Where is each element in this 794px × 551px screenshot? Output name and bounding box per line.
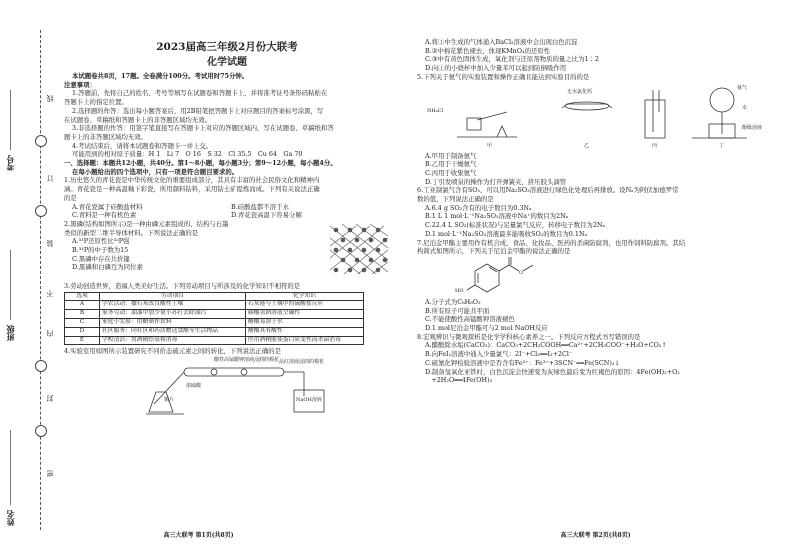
q3-table <box>64 292 364 346</box>
label-bing: 丙 <box>652 142 658 149</box>
exam-number-blank <box>10 90 11 150</box>
q1-option-a: A.青花瓷属于硅酸盐材料 <box>72 202 143 211</box>
q6-stem: 数的值，下列说法正确的是 <box>417 195 494 204</box>
label-cacl2: 无水氯化钙 <box>567 88 593 95</box>
notice-line: 在试题卷、草稿纸和答题卡上的非答题区域均无效。 <box>64 115 211 124</box>
table-cell: C <box>65 319 100 328</box>
binding-line <box>40 30 41 530</box>
table-row <box>65 336 364 345</box>
q1-stem: 1.历史悠久的青花瓷是中华传统文化的重要组成部分，其具有丰富的社会民俗文化和精神内 <box>64 176 320 185</box>
notice-line: 1.答题前，先将自己的姓名、考号等填写在试题卷和答题卡上，并将准考证号条形码粘贴在 <box>72 89 328 98</box>
notice-line: 2.选择题的作答：选出每小题答案后，用2B铅笔把答题卡上对应题目的答案标号涂黑，写 <box>72 106 324 115</box>
q3-header-knowledge: 化学知识 <box>245 292 363 301</box>
exam-subtitle: 化学试题 <box>207 57 247 68</box>
table-cell: B <box>65 310 100 319</box>
ammonia-apparatus-drawing <box>417 82 785 142</box>
q8-option-d-cont: +2H₂O══4Fe(OH)₃ <box>425 376 493 385</box>
section-1-instruction: 在每小题给出的四个选项中，只有一项是符合题目要求的。 <box>72 167 239 176</box>
table-cell: 家务劳动：油漆中加少量小苏打去除油污 <box>100 310 246 319</box>
q4-option-b: B.②中棉花紫色褪去，体现KMnO₄的还原性 <box>425 46 551 55</box>
table-cell: 碳酸氢钠溶液呈碱性 <box>245 310 363 319</box>
label-fuchsin-cotton: 品红溶液浸润的棉花 <box>279 359 325 366</box>
q8-option-c: C.硫氰化钾检验溶液中是否含有Fe³⁺：Fe³⁺+3SCN⁻══Fe(SCN)₃↓ <box>425 358 620 367</box>
label-water: 水 <box>742 104 748 111</box>
q2-option-c: C.黑磷中存在共价键 <box>72 254 130 263</box>
q2-option-b: B.³¹P的中子数为15 <box>72 246 129 255</box>
label-naoh-solution: NaOH溶液 <box>296 397 322 404</box>
table-cell: 石灰能与土壤中的硫酸盐反应 <box>245 301 363 310</box>
apparatus-drawing <box>144 356 344 416</box>
label-ammonia: 氨气 <box>737 84 748 91</box>
black-phosphorus-structure-figure <box>326 220 392 278</box>
binding-circle <box>35 425 47 437</box>
q2-block <box>64 220 390 282</box>
atomic-mass-line: 可能用到的相对原子质量：H 1 Li 7 O 16 S 32 Cl 35.5 Cu 64 Ga 70 <box>72 150 303 159</box>
page-2-footer: 高三大联考 第2页(共8页) <box>560 532 631 539</box>
table-cell: 社区服务：向社区和药店赠送食醋等生活物品 <box>100 327 246 336</box>
q3-stem: 3.劳动创造世界，造福人类美好生活。下列劳动项目与所涉及的化学知识不相符的是 <box>64 281 301 290</box>
label-copper: 铜片 <box>164 397 175 404</box>
q3-header-labor: 劳动项目 <box>100 292 246 301</box>
notice-line: 答题卡上的指定位置。 <box>64 98 128 107</box>
q4-apparatus-figure <box>64 356 390 418</box>
mark-bind: 装 <box>46 240 54 247</box>
notice-title: 注意事项： <box>64 80 96 89</box>
q5-apparatus-figure <box>417 82 785 152</box>
q1-stem: 涵。青花瓷是一种高温釉下彩瓷，所用颜料钴料，采用钴土矿提炼而成。下列有关说法正确 <box>64 185 320 194</box>
table-cell: 医用酒精能使蛋白质变性而杀菌消毒 <box>245 336 363 345</box>
notice-line: 题卡上的非答题区域均无效。 <box>64 132 148 141</box>
q7-stem: 构简式如图所示，下列关于尼泊金甲酯的说法正确的是 <box>417 247 571 256</box>
notice-line: 4.考试结束后，请将本试题卷和答题卡一并上交。 <box>72 141 213 150</box>
q6-option-b: B.1 L 1 mol·L⁻¹Na₂SO₃溶液中Na⁺的数目为2Nₐ <box>425 212 569 221</box>
table-cell: A <box>65 301 100 310</box>
q7-structure-figure <box>417 256 785 298</box>
page-1-footer: 高三大联考 第1页(共8页) <box>163 532 234 539</box>
label-conc-sulfuric-acid: 浓硫酸 <box>186 383 202 390</box>
q4-option-d: D.向①的小烧杯中加入少量苯可以起到防倒吸作用 <box>425 64 567 73</box>
q2-stem: 类似的新型二维半导体材料。下列说法正确的是 <box>64 228 199 237</box>
q4-option-a: A.将①中生成的气体通入BaCl₂溶液中会出现白色沉淀 <box>425 38 578 46</box>
label-yi: 乙 <box>584 142 590 149</box>
q5-option-d: D.丁引发喷泉的操作为打开弹簧夹，挤压胶头滴管 <box>425 177 567 186</box>
q7-option-d: D.1 mol尼泊金甲酯可与2 mol NaOH反应 <box>425 324 548 333</box>
q4-stem: 4.实验室用如图所示装置研究不同价态硫元素之间的转化，下列说法正确的是 <box>64 347 281 356</box>
class-blank <box>10 250 11 320</box>
mark-seal: 封 <box>46 395 54 402</box>
q6-option-d: D.1 mol·L⁻¹Na₂SO₃溶液最多能吸收SO₂的数目为0.1Nₐ <box>425 229 588 238</box>
label-class: 班级 <box>5 325 15 341</box>
page-2-content <box>417 38 785 385</box>
methylparaben-structure <box>457 256 547 298</box>
table-cell: D <box>65 327 100 336</box>
q1-option-d: D.青花瓷高温下容易分解 <box>231 211 302 220</box>
section-1-heading: 一、选择题：本题共12小题，共40分。第1～8小题，每小题3分；第9～12小题，每小题4分。 <box>64 159 337 168</box>
q6-stem: 6.工业制氯气含有SO₂，可以用Na₂SO₃溶液进行绿色化处理后再排放。设Nₐ为阿伏加德罗常 <box>417 186 679 195</box>
q8-option-d: D.制备氢氧化亚铁时，白色沉淀会快速变为灰绿色最后变为红褐色的原因：4Fe(OH)₂+O₂ <box>425 367 680 376</box>
q5-stem: 5.下列关于氨气的实验装置和操作正确且能达到实验目的的是 <box>417 72 590 81</box>
svg-text:O: O <box>519 269 524 276</box>
table-row <box>65 301 364 310</box>
label-phenolphthalein: 酚酞溶液 <box>742 124 763 131</box>
q1-options <box>64 211 390 220</box>
table-row <box>65 310 364 319</box>
q8-stem: 8.宏观辨识与微观探析是化学学科核心素养之一。下列反应方程式书写错误的是 <box>417 332 641 341</box>
binding-circle <box>35 135 47 147</box>
q1-options <box>64 203 390 212</box>
mark-not: 不 <box>46 290 54 297</box>
q5-option-b: B.乙用于干燥氨气 <box>425 160 477 169</box>
q6-option-a: A.6.4 g SO₂含有的电子数目为0.3Nₐ <box>425 203 532 212</box>
q1-option-c: C.青料是一种有机色素 <box>72 211 137 220</box>
binding-margin <box>0 0 58 551</box>
table-row <box>65 319 364 328</box>
label-name: 姓名 <box>5 510 15 526</box>
q7-option-a: A.分子式为C₈H₈O₃ <box>425 297 481 306</box>
q1-stem: 的是 <box>64 193 77 202</box>
label-exam-number: 考号 <box>5 155 15 171</box>
label-ding: 丁 <box>719 142 725 149</box>
q1-option-b: B.硅酸盐都不溶于水 <box>231 202 289 211</box>
mark-staple: 订 <box>46 175 54 182</box>
table-cell: 家庭小实验：用醋制作饮料 <box>100 319 246 328</box>
label-ho: HO <box>455 287 464 294</box>
q2-stem: 2.黑磷(结构如图所示)是一种由磷元素组成的、结构与石墨 <box>64 219 229 228</box>
table-cell: 学农活动：撒石灰改良酸性土壤 <box>100 301 246 310</box>
q8-option-a: A.醋酸除水垢(CaCO₃)：CaCO₃+2CH₃COOH══Ca²⁺+2CH₃COO⁻+H₂O+CO₂↑ <box>425 341 667 350</box>
mark-line: 线 <box>46 95 54 102</box>
q6-option-c: C.22.4 L SO₂(标准状况)与足量氯气反应，转移电子数目为2Nₐ <box>425 221 605 230</box>
q3-table-header <box>65 292 364 301</box>
q8-option-b: B.向FeI₂溶液中通入少量氯气：2I⁻+Cl₂══I₂+2Cl⁻ <box>425 350 573 359</box>
table-cell: 学校清洁：用酒精给桌椅消毒 <box>100 336 246 345</box>
table-cell: 醋酸易溶于水 <box>245 319 363 328</box>
q5-option-a: A.甲用于制备氨气 <box>425 151 477 160</box>
binding-circle <box>35 205 47 217</box>
label-nh4cl: NH₄Cl <box>427 107 444 114</box>
binding-circle <box>35 360 47 372</box>
exam-title: 2023届高三年级2月份大联考 <box>156 41 298 53</box>
q3-header-option: 选项 <box>65 292 100 301</box>
label-kmno4-cotton: 酸性高锰酸钾溶液浸润的棉花 <box>214 357 280 364</box>
q7-option-b: B.所有原子可能共平面 <box>425 306 490 315</box>
q7-stem: 7.尼泊金甲酯主要用作有机合成，食品、化妆品、医药的杀菌防腐剂，也用作饲料防腐剂。其结 <box>417 238 686 247</box>
exam-intro: 本试题卷共8页，17题。全卷满分100分。考试用时75分钟。 <box>72 72 249 80</box>
q2-option-d: D.黑磷和白磷互为同位素 <box>72 263 143 272</box>
q2-option-a: A.³¹P还原性比³²P强 <box>72 237 130 246</box>
table-cell: E <box>65 336 100 345</box>
q4-option-c: C.③中有黄色固体生成，氧化剂与还原剂物质的量之比为1∶2 <box>425 55 599 64</box>
mark-secret: 密 <box>46 470 54 477</box>
table-cell: 醋酸具有酸性 <box>245 327 363 336</box>
q5-option-c: C.丙用于收集氨气 <box>425 168 477 177</box>
q7-option-c: C.不能使酸性高锰酸钾溶液褪色 <box>425 315 515 324</box>
page-1-content <box>64 40 390 418</box>
label-jia: 甲 <box>487 142 493 149</box>
name-blank <box>10 430 11 505</box>
mark-inside: 内 <box>46 330 54 337</box>
table-row <box>65 327 364 336</box>
notice-line: 3.非选择题的作答：用签字笔直接写在答题卡上对应的答题区域内，写在试题卷、草稿纸和答 <box>72 124 334 133</box>
page-2 <box>397 0 794 551</box>
